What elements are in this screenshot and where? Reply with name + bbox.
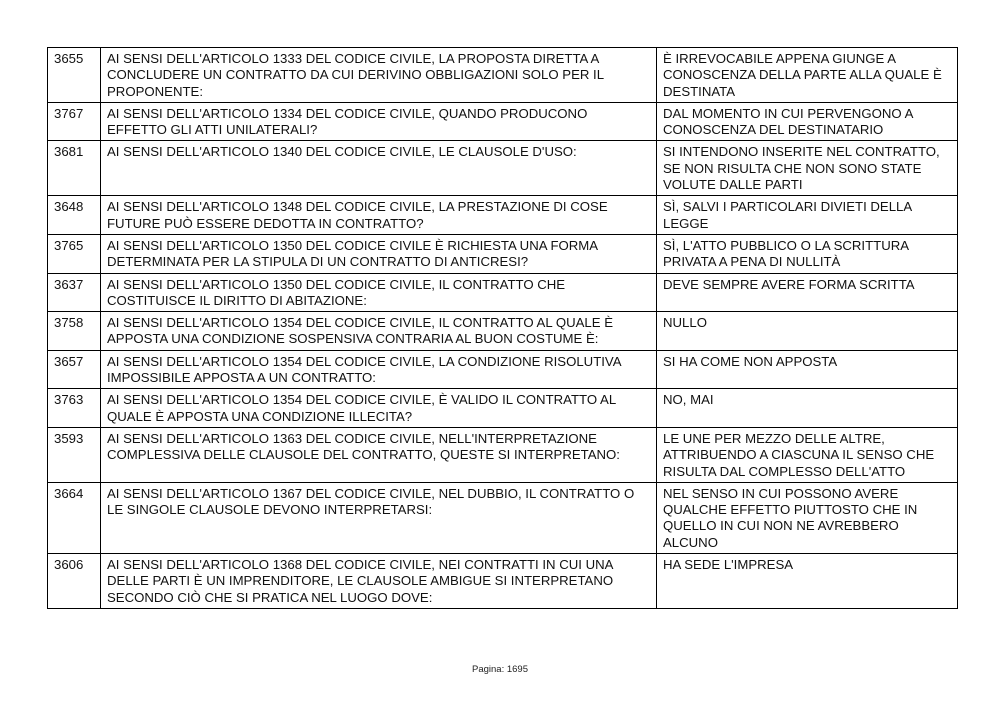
answer-text-cell: HA SEDE L'IMPRESA (657, 554, 958, 609)
table-row (48, 102, 958, 141)
question-id-cell: 3767 (48, 102, 101, 141)
table-row (48, 196, 958, 235)
question-id-cell: 3655 (48, 48, 101, 103)
answer-text-cell: NO, MAI (657, 389, 958, 428)
table-row (48, 312, 958, 351)
answer-text-cell: SI INTENDONO INSERITE NEL CONTRATTO, SE NON RISULTA CHE NON SONO STATE VOLUTE DALLE PARTI (657, 141, 958, 196)
answer-text-cell: SI HA COME NON APPOSTA (657, 350, 958, 389)
question-text-cell: AI SENSI DELL'ARTICOLO 1340 DEL CODICE CIVILE, LE CLAUSOLE D'USO: (101, 141, 657, 196)
question-text-cell: AI SENSI DELL'ARTICOLO 1354 DEL CODICE CIVILE, IL CONTRATTO AL QUALE È APPOSTA UNA CONDIZIONE SOSPENSIVA CONTRARIA AL BUON COSTUME È: (101, 312, 657, 351)
answer-text-cell: DAL MOMENTO IN CUI PERVENGONO A CONOSCENZA DEL DESTINATARIO (657, 102, 958, 141)
table-row (48, 427, 958, 482)
page-footer: Pagina: 1695 (472, 664, 528, 675)
answer-text-cell: LE UNE PER MEZZO DELLE ALTRE, ATTRIBUENDO A CIASCUNA IL SENSO CHE RISULTA DAL COMPLESSO DELL'ATTO (657, 427, 958, 482)
question-id-cell: 3657 (48, 350, 101, 389)
answer-text-cell: NEL SENSO IN CUI POSSONO AVERE QUALCHE EFFETTO PIUTTOSTO CHE IN QUELLO IN CUI NON NE AVREBBERO ALCUNO (657, 482, 958, 553)
table-row (48, 554, 958, 609)
question-text-cell: AI SENSI DELL'ARTICOLO 1354 DEL CODICE CIVILE, LA CONDIZIONE RISOLUTIVA IMPOSSIBILE APPOSTA A UN CONTRATTO: (101, 350, 657, 389)
table-row (48, 273, 958, 312)
question-text-cell: AI SENSI DELL'ARTICOLO 1363 DEL CODICE CIVILE, NELL'INTERPRETAZIONE COMPLESSIVA DELLE CLAUSOLE DEL CONTRATTO, QUESTE SI INTERPRETANO: (101, 427, 657, 482)
question-text-cell: AI SENSI DELL'ARTICOLO 1334 DEL CODICE CIVILE, QUANDO PRODUCONO EFFETTO GLI ATTI UNILATERALI? (101, 102, 657, 141)
table-row (48, 141, 958, 196)
answer-text-cell: È IRREVOCABILE APPENA GIUNGE A CONOSCENZA DELLA PARTE ALLA QUALE È DESTINATA (657, 48, 958, 103)
question-id-cell: 3637 (48, 273, 101, 312)
answer-text-cell: SÌ, L'ATTO PUBBLICO O LA SCRITTURA PRIVATA A PENA DI NULLITÀ (657, 234, 958, 273)
answer-text-cell: SÌ, SALVI I PARTICOLARI DIVIETI DELLA LEGGE (657, 196, 958, 235)
question-text-cell: AI SENSI DELL'ARTICOLO 1350 DEL CODICE CIVILE, IL CONTRATTO CHE COSTITUISCE IL DIRITTO DI ABITAZIONE: (101, 273, 657, 312)
table-row (48, 48, 958, 103)
question-text-cell: AI SENSI DELL'ARTICOLO 1354 DEL CODICE CIVILE, È VALIDO IL CONTRATTO AL QUALE È APPOSTA UNA CONDIZIONE ILLECITA? (101, 389, 657, 428)
table-row (48, 389, 958, 428)
question-id-cell: 3763 (48, 389, 101, 428)
answer-text-cell: DEVE SEMPRE AVERE FORMA SCRITTA (657, 273, 958, 312)
table-row (48, 234, 958, 273)
answer-text-cell: NULLO (657, 312, 958, 351)
question-text-cell: AI SENSI DELL'ARTICOLO 1350 DEL CODICE CIVILE È RICHIESTA UNA FORMA DETERMINATA PER LA STIPULA DI UN CONTRATTO DI ANTICRESI? (101, 234, 657, 273)
table-row (48, 350, 958, 389)
question-id-cell: 3648 (48, 196, 101, 235)
question-id-cell: 3664 (48, 482, 101, 553)
question-id-cell: 3606 (48, 554, 101, 609)
question-table-body (48, 48, 958, 609)
question-id-cell: 3681 (48, 141, 101, 196)
question-id-cell: 3758 (48, 312, 101, 351)
question-text-cell: AI SENSI DELL'ARTICOLO 1333 DEL CODICE CIVILE, LA PROPOSTA DIRETTA A CONCLUDERE UN CONTRATTO DA CUI DERIVINO OBBLIGAZIONI SOLO PER IL PROPONENTE: (101, 48, 657, 103)
question-id-cell: 3765 (48, 234, 101, 273)
question-text-cell: AI SENSI DELL'ARTICOLO 1367 DEL CODICE CIVILE, NEL DUBBIO, IL CONTRATTO O LE SINGOLE CLAUSOLE DEVONO INTERPRETARSI: (101, 482, 657, 553)
table-row (48, 482, 958, 553)
question-id-cell: 3593 (48, 427, 101, 482)
question-text-cell: AI SENSI DELL'ARTICOLO 1368 DEL CODICE CIVILE, NEI CONTRATTI IN CUI UNA DELLE PARTI È UN IMPRENDITORE, LE CLAUSOLE AMBIGUE SI INTERPRETANO SECONDO CIÒ CHE SI PRATICA NEL LUOGO DOVE: (101, 554, 657, 609)
question-table (47, 47, 958, 609)
question-text-cell: AI SENSI DELL'ARTICOLO 1348 DEL CODICE CIVILE, LA PRESTAZIONE DI COSE FUTURE PUÒ ESSERE DEDOTTA IN CONTRATTO? (101, 196, 657, 235)
